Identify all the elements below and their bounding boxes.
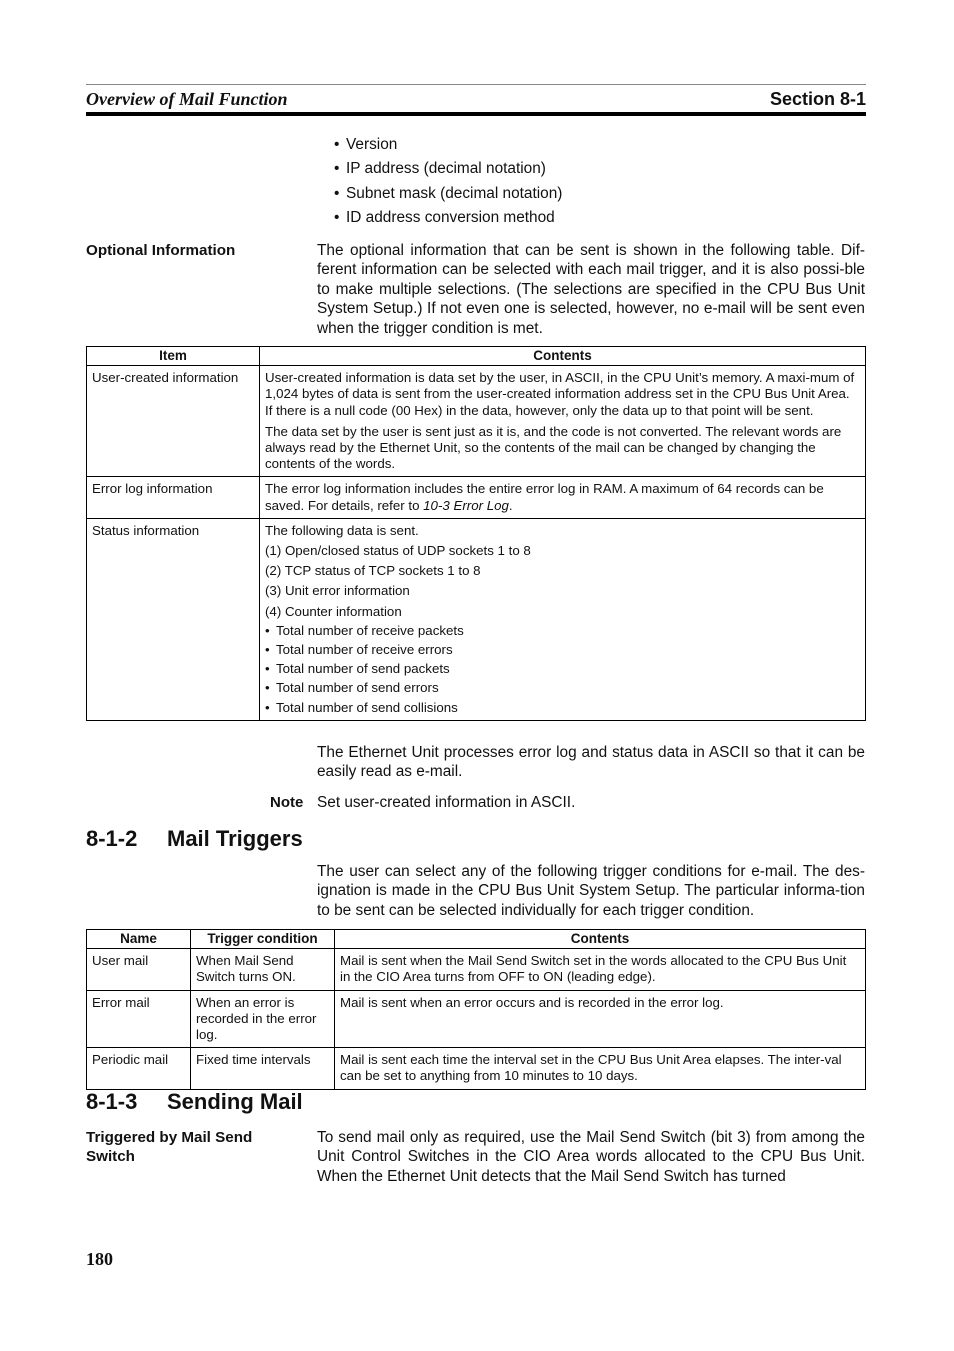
cell-contents: Mail is sent when an error occurs and is recorded in the error log. <box>335 990 866 1048</box>
after-table-text: The Ethernet Unit processes error log and status data in ASCII so that it can be easily read as e-mail. <box>317 744 865 781</box>
mail-triggers-text: The user can select any of the following trigger conditions for e-mail. The des-ignation is made in the CPU Bus Unit System Setup. The particular informa-tion to be sent can be selected individually for each trigger condition. <box>317 863 865 919</box>
cell-contents <box>260 366 866 477</box>
punctuation: . <box>508 497 513 513</box>
section-heading-mail-triggers <box>86 826 303 852</box>
column-header-name: Name <box>87 930 191 949</box>
optional-info-table <box>86 346 866 721</box>
cell-item: Status information <box>87 518 260 720</box>
bullet-item: • Total number of receive packets <box>265 623 860 639</box>
table-row <box>87 990 866 1048</box>
table-row <box>87 366 866 477</box>
cell-name: Periodic mail <box>87 1048 191 1089</box>
list-item: • IP address (decimal notation) <box>334 159 562 183</box>
cell-contents: Mail is sent each time the interval set in the CPU Bus Unit Area elapses. The inter-val can be set to anything from 10 minutes to 10 days. <box>335 1048 866 1089</box>
bullet-item: • Total number of send errors <box>265 680 860 696</box>
table-row <box>87 1048 866 1089</box>
cell-contents <box>260 477 866 518</box>
paragraph: The data set by the user is sent just as it is, and the code is not converted. The relevant words are always read by the Ethernet Unit, so the contents of the mail can be changed by changing the contents of the words. <box>265 423 842 472</box>
section-title: Mail Triggers <box>167 826 303 851</box>
sending-mail-text: To send mail only as required, use the Mail Send Switch (bit 3) from among the Unit Control Switches in the CIO Area words allocated to the CPU Bus Unit. When the Ethernet Unit detects that the Mail Send Switch has turned <box>317 1129 865 1185</box>
numbered-item: (1) Open/closed status of UDP sockets 1 to 8 <box>265 543 531 559</box>
cell-trigger: Fixed time intervals <box>191 1048 335 1089</box>
section-number: 8-1-2 <box>86 826 138 851</box>
section-number: 8-1-3 <box>86 1089 138 1114</box>
page-number: 180 <box>86 1249 113 1269</box>
numbered-item: (2) TCP status of TCP sockets 1 to 8 <box>265 563 481 579</box>
cell-item: Error log information <box>87 477 260 518</box>
cell-contents <box>260 518 866 720</box>
optional-info-text: The optional information that can be sent is shown in the following table. Dif-ferent information can be selected with each mail trigger, and it is also possi-ble to make multiple selections. (The selections are specified in the CPU Bus Unit System Setup.) If not even one is selected, however, no e-mail will be sent even when the trigger condition is met. <box>317 242 865 337</box>
paragraph: User-created information is data set by the user, in ASCII, in the CPU Unit’s memory. A maxi-mum of 1,024 bytes of data is sent from the user-created information address set in the CPU Bus Unit Area. If there is a null code (00 Hex) in the data, however, only the data up to that point will be sent. <box>265 370 855 418</box>
column-header-contents: Contents <box>260 347 866 366</box>
mail-triggers-table <box>86 929 866 1090</box>
bullet-item: • Total number of send packets <box>265 661 860 677</box>
list-item: • Version <box>334 135 562 159</box>
cell-trigger: When Mail Send Switch turns ON. <box>191 949 335 990</box>
column-header-trigger: Trigger condition <box>191 930 335 949</box>
triggered-by-switch-label: Triggered by Mail Send Switch <box>86 1129 253 1166</box>
paragraph: The following data is sent. <box>265 522 419 538</box>
paragraph: The error log information includes the entire error log in RAM. A maximum of 64 records can be saved. For details, refer to <box>265 481 824 513</box>
column-header-contents: Contents <box>335 930 866 949</box>
cell-name: Error mail <box>87 990 191 1048</box>
optional-info-label: Optional Information <box>86 242 236 259</box>
numbered-item: (4) Counter information <box>265 603 402 619</box>
cell-trigger: When an error is recorded in the error log. <box>191 990 335 1048</box>
bullet-item: • Total number of send collisions <box>265 700 860 716</box>
list-item: • Subnet mask (decimal notation) <box>334 184 562 208</box>
cell-contents: Mail is sent when the Mail Send Switch set in the words allocated to the CPU Bus Unit in the CIO Area turns from OFF to ON (leading edge). <box>335 949 866 990</box>
list-item: • ID address conversion method <box>334 208 562 232</box>
table-row <box>87 477 866 518</box>
numbered-item: (3) Unit error information <box>265 583 410 599</box>
table-row <box>87 518 866 720</box>
header-top-rule <box>86 84 866 85</box>
cross-reference-link: 10-3 Error Log <box>423 497 509 513</box>
bullet-item: • Total number of receive errors <box>265 642 860 658</box>
bullet-list <box>334 135 562 232</box>
table-header-row <box>87 930 866 949</box>
table-row <box>87 949 866 990</box>
table-header-row <box>87 347 866 366</box>
cell-item: User-created information <box>87 366 260 477</box>
cell-name: User mail <box>87 949 191 990</box>
header-rule <box>86 112 866 116</box>
section-heading-sending-mail <box>86 1089 303 1115</box>
header-section-number: Section 8-1 <box>769 89 866 109</box>
section-title: Sending Mail <box>167 1089 303 1114</box>
column-header-item: Item <box>87 347 260 366</box>
note-label: Note <box>270 794 304 811</box>
header-chapter-title: Overview of Mail Function <box>86 89 288 109</box>
note-text: Set user-created information in ASCII. <box>317 794 576 811</box>
